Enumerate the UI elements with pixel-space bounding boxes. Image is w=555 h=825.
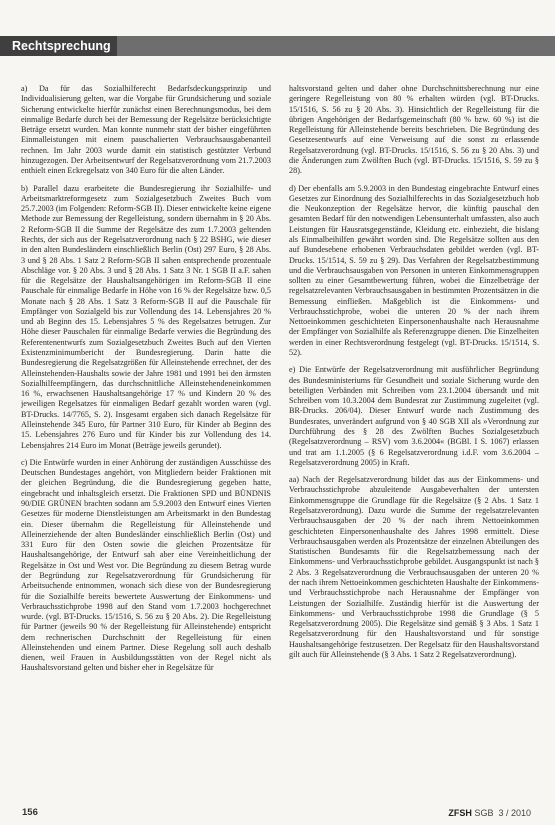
right-column <box>289 84 539 806</box>
section-tab-label: Rechtsprechung <box>0 36 117 56</box>
paragraph-b: b) Parallel dazu erarbeitete die Bundesregierung ihr Sozialhilfe- und Arbeitsmarktreformgesetz zum Sozialgesetzbuch Zweites Buch vom 25.7.2003 (im Folgenden: Reform-SGB II). Dieser entwickelte keine eigene Methode zur Bemessung der Regelleistung, sondern übernahm in § 20 Abs. 2 Reform-SGB II die Summe der Regelsätze des zum 1.7.2003 geltenden Rechts, der sich aus der Regelsatzverordnung nach § 22 BSHG, wie dieser in den alten Bundesländern einschließlich Berlin (Ost) 297 Euro, § 28 Abs. 3 und § 28 Abs. 1 Satz 2 Reform-SGB II sahen entsprechende prozentuale Abschläge vor. § 20 Abs. 3 und § 28 Abs. 1 Satz 3 Nr. 1 SGB II a.F. sahen für die Regelsätze der Haushaltsangehörigen im Reform-SGB II eine Pauschale für einmalige Bedarfe in Höhe von 16 % der Regelsätze bzw. 0,5 Monate nach § 28 Abs. 1 Satz 3 Reform-SGB II auf die Pauschale für Empfänger von Sozialgeld bis zur Vollendung des 14. Lebensjahres 20 % und ab Beginn des 15. Lebensjahres 5 % des Regelsatzes betrugen. Zur Höhe dieser Pauschalen für einmalige Bedarfe verwies die Begründung des Referentenentwurfs zum Sozialgesetzbuch Zweites Buch auf den Vierten Existenzminimumbericht der Bundesregierung. Darin hatte die Bundesregierung die Regelsatzgrößen für Alleinstehende errechnet, der des Alleinstehenden-Haushalts sowie der Jahre 1981 und 1991 bei den ärmsten Sozialhilfeempfängern, das durchschnittliche Alleinstehendeneinkommen 16 %, erwachsenen Haushaltsangehörige 17 % und Kindern 20 % des jeweiligen Regelsatzes für einmaligen Bedarf gezahlt worden waren (vgl. BT-Drucks. 14/7765, S. 2). Insgesamt ergaben sich danach Regelsätze für Alleinstehende 345 Euro, für Partner 310 Euro, für Kinder ab Beginn des 15. Lebensjahres 276 Euro und für Kinder bis zur Vollendung des 14. Lebensjahres 214 Euro im Monat (Beträge jeweils gerundet). <box>21 183 271 450</box>
paragraph-e: e) Die Entwürfe der Regelsatzverordnung mit ausführlicher Begründung des Bundesministeriums für Gesundheit und soziale Sicherung wurde den beteiligten Verbänden mit Schreiben vom 23.1.2004 übersandt und mit Schreiben vom 10.3.2004 dem Bundesrat zur Zustimmung zugeleitet (vgl. BR-Drucks. 206/04). Dieser Entwurf wurde nach Zustimmung des Bundesrates, unverändert aufgrund von § 40 SGB XII als »Verordnung zur Durchführung des § 28 des Zwölften Buches Sozialgesetzbuch (Regelsatzverordnung – RSV) vom 3.6.2004« (BGBl. I S. 1067) erlassen und trat am 1.1.2005 (§ 6 Regelsatzverordnung i.d.F. vom 3.6.2004 – Regelsatzverordnung 2005) in Kraft. <box>289 365 539 467</box>
journal-name: ZFSH <box>448 808 472 818</box>
paragraph-aa: aa) Nach der Regelsatzverordnung bildet das aus der Einkommens- und Verbrauchsstichprobe abzuleitende Ausgabeverhalten der untersten Einkommensgruppe die Grundlage für die Regelsätze (§ 2 Abs. 1 Satz 1 Regelsatzverordnung). Dazu wurde die Summe der regelsatzrelevanten Verbrauchsausgaben der 20 % der nach ihrem Nettoeinkommen geschichteten Einpersonenhaushalte des Jahres 1998 ermittelt. Diese Verbrauchsausgaben werden als Prozentsätze der einzelnen Abteilungen des Statistischen Bundesamts für die Regelsatzbemessung nach der Einkommens- und Verbrauchsstichprobe gebildet. Ausgangspunkt ist nach § 2 Abs. 3 Regelsatzverordnung die Verbrauchsausgaben der unteren 20 % der nach ihrem Nettoeinkommen geschichteten Haushalte der Einkommens- und Verbrauchsstichprobe nach Herausnahme der Empfänger von Leistungen der Sozialhilfe. Zuständig hierfür ist die Auswertung der Einkommens- und Verbrauchsstichprobe 1998 die Grundlage (§ 5 Regelsatzverordnung 2005). Die Regelsätze sind gemäß § 3 Abs. 1 Satz 1 Regelsatzverordnung für den Haushaltsvorstand und für sonstige Haushaltsangehörige festzusetzen. Der Regelsatz für den Haushaltsvorstand gilt auch für Alleinstehende (§ 3 Abs. 1 Satz 2 Regelsatzverordnung). <box>289 475 539 659</box>
paragraph-d: d) Der ebenfalls am 5.9.2003 in den Bundestag eingebrachte Entwurf eines Gesetzes zur Einordnung des Sozialhilferechts in das Sozialgesetzbuch hob die Neukonzeption der Regelsätze hervor, die künftig pauschal den gesamten Bedarf für den notwendigen Lebensunterhalt umfassten, also auch Leistungen für Hausratsgegenstände, Kleidung etc. einbezieht, die bislang als Einmalbeihilfen gewährt worden sind. Die Regelsätze sollten aus den auf Bundesebene erhobenen Verbrauchsdaten gebildet werden (vgl. BT-Drucks. 15/1514, S. 59 zu § 29). Das Verfahren der Regelsatzbestimmung und die Verbrauchsausgaben von Personen in unteren Einkommensgruppen sollten zu einer Gesamtbewertung führen, wobei die Einzelbeträge der regelsatzrelevanten Verbrauchsausgaben in bestimmten Prozentsätzen in die Bemessung einfließen. Maßgeblich ist die Einkommens- und Verbrauchsstichprobe, wobei die unteren 20 % der nach ihrem Nettoeinkommen geschichteten Einpersonenhaushalte nach Herausnahme der Empfänger von Sozialhilfe als Referenzgruppe dienen. Die Einzelheiten werden in einer Rechtsverordnung festgelegt (vgl. BT-Drucks. 15/1514, S. 52). <box>289 183 539 358</box>
journal-part: SGB <box>474 808 494 818</box>
left-column <box>21 84 271 806</box>
journal-footer <box>448 806 531 820</box>
paragraph-a: a) Da für das Sozialhilferecht Bedarfsdeckungsprinzip und Individualisierung gelten, war die Vorgabe für Grundsicherung und soziale Sicherung entwickelte hierfür zunächst einen Berechnungsmodus, bei dem einmalige Bedarfe durch bei der Bemessung der Regelsätze berücksichtigte Beträge ersetzt wurden. Man konnte nunmehr statt der bisher eingeführten Einmalleistungen mit einem pauschalierten Verbrauchsausgabenanteil rechnen. Im Jahr 2003 wurde damit ein statistisch gestützter Verbund hinzugezogen. Der Arbeitsentwurf der Regelsatzverordnung vom 21.7.2003 enthielt einen Eckregelsatz von 340 Euro für die alten Länder. <box>21 84 271 176</box>
journal-issue: 3 / 2010 <box>498 808 531 818</box>
page-number: 156 <box>22 807 38 818</box>
paragraph-c: c) Die Entwürfe wurden in einer Anhörung der zuständigen Ausschüsse des Deutschen Bundestages angehört, von Mitgliedern beider Fraktionen mit der gleichen Begründung, die die Bundesregierung gegeben hatte, eingebracht und inhaltsgleich ersetzt. Die Fraktionen SPD und BÜNDNIS 90/DIE GRÜNEN brachten sodann am 5.9.2003 den Entwurf eines Vierten Gesetzes für moderne Dienstleistungen am Arbeitsmarkt in den Bundestag ein. Dieser übernahm die Regelleistung für Alleinstehende und Alleinerziehende der alten Bundesländer einschließlich Berlin (Ost) und 331 Euro für den Osten sowie die gleichen Prozentsätze für Haushaltsangehörige, der Entwurf sah aber eine Vereinheitlichung der Regelsätze in Ost und West vor. Die Begründung zu diesem Betrag wurde der Begründung zur Regelsatzverordnung für Grundsicherung für Arbeitsuchende entnommen, wonach sich diese von der Bundesregierung für die Sozialhilfe bereits bewertete Auswertung der Einkommens- und Verbrauchsstichprobe 1998 auf den Stand vom 1.7.2003 hochgerechnet wurde. (vgl. BT-Drucks. 15/1516, S. 56 zu § 20 Abs. 2). Die Regelleistung für Partner (jeweils 90 % der Regelleistung für Alleinstehende) entspricht dem rechnerischen Durchschnitt der Regelleistung für einen Alleinstehenden und einem Partner. Diese Regelung soll auch deshalb dienen, weil Frauen in Ausbildungsstätten von der Regel nicht als Haushaltsvorstand gelten und bisher eher in Regelsätze für <box>21 457 271 673</box>
section-tab-bar <box>0 36 555 56</box>
paragraph-c-continued: haltsvorstand gelten und daher ohne Durchschnittsberechnung nur eine geringere Regelleistung von 80 % erhalten würden (vgl. BT-Drucks. 15/1516, S. 56 zu § 20 Abs. 3). Hinsichtlich der Regelleistung für die übrigen Angehörigen der Bedarfsgemeinschaft (80 % bzw. 60 %) ist die Regelleistung für Alleinstehende bereits beschrieben. Die Begründung des Gesetzesentwurfs auf eine Verweisung auf die sonst zu erlassende Regelsatzverordnung (vgl. BT-Drucks. 15/1516, S. 56 zu § 20 Abs. 3) und die Änderungen zum Zwölften Buch (vgl. BT-Drucks. 15/1516, S. 59 zu § 28). <box>289 84 539 176</box>
